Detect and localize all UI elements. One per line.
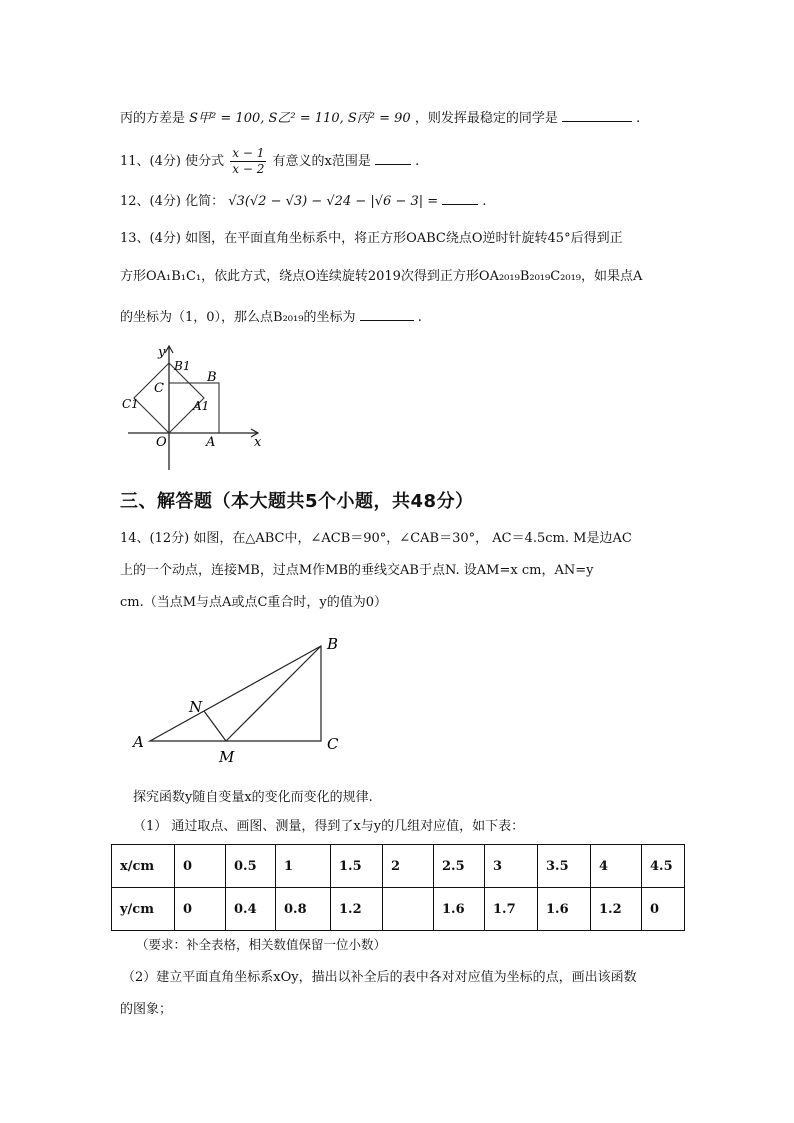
q11-fraction xyxy=(230,146,266,177)
label-y: y xyxy=(158,345,166,360)
q11-suffix: 有意义的x范围是 xyxy=(272,154,371,169)
label-n: N xyxy=(189,698,203,716)
q13-line1: 13、(4分) 如图，在平面直角坐标系中，将正方形OABC绕点O逆时针旋转45°后得到正 xyxy=(120,231,623,246)
q13-line3-text: 的坐标为（1，0），那么点B₂₀₁₉的坐标为 xyxy=(120,310,356,325)
q12-prefix: 化简： xyxy=(185,194,225,209)
part2-line2: 的图象； xyxy=(120,1002,173,1017)
table-cell: 0.5 xyxy=(226,845,276,888)
label-b1: B1 xyxy=(174,359,191,373)
q12-line xyxy=(120,190,487,212)
label-a: A xyxy=(133,733,144,751)
q14-line1: 14、(12分) 如图，在△ABC中，∠ACB＝90°，∠CAB＝30°， AC＝4.5cm. M是边AC xyxy=(120,531,632,546)
q11-number: 11、(4分) xyxy=(120,154,181,169)
table-cell: 3.5 xyxy=(538,845,591,888)
table-cell: 4.5 xyxy=(642,845,685,888)
table-cell: 1 xyxy=(276,845,331,888)
label-c1: C1 xyxy=(122,397,139,411)
q14-line2: 上的一个动点，连接MB，过点M作MB的垂线交AB于点N. 设AM=x cm，AN=y xyxy=(120,563,594,578)
q10-text-before: 丙的方差是 xyxy=(120,111,186,126)
label-a1: A1 xyxy=(193,399,210,413)
q13-line3 xyxy=(120,306,422,328)
requirement-text: （要求：补全表格，相关数值保留一位小数） xyxy=(136,937,387,952)
table-cell: 1.7 xyxy=(485,888,538,931)
section-three-title: 三、解答题（本大题共5个小题，共48分） xyxy=(120,491,474,512)
table-cell: 0.8 xyxy=(276,888,331,931)
table-cell: 0 xyxy=(642,888,685,931)
table-cell: 1.6 xyxy=(434,888,485,931)
table-cell: 0 xyxy=(175,888,226,931)
table-cell-blank[interactable] xyxy=(383,888,434,931)
q11-prefix: 使分式 xyxy=(185,154,225,169)
q10-text-after: ，则发挥最稳定的同学是 xyxy=(414,111,558,126)
label-c: C xyxy=(327,735,339,753)
table-cell: 3 xyxy=(485,845,538,888)
q12-number: 12、(4分) xyxy=(120,194,181,209)
table-row-x xyxy=(112,845,685,888)
q10-end: . xyxy=(636,111,641,126)
q11-numerator: x − 1 xyxy=(232,146,265,160)
part2-line1: （2）建立平面直角坐标系xOy，描出以补全后的表中各对对应值为坐标的点，画出该函数 xyxy=(122,970,637,985)
row-label-y: y/cm xyxy=(112,888,175,931)
q10-formula: S甲² = 100, S乙² = 110, S丙² = 90 xyxy=(189,111,411,126)
label-a: A xyxy=(206,435,216,450)
label-b: B xyxy=(207,370,217,385)
q13-figure xyxy=(118,340,278,475)
q10-answer-blank[interactable] xyxy=(562,107,632,122)
q11-line xyxy=(120,146,419,178)
q14-line3: cm.（当点M与点A或点C重合时，y的值为0） xyxy=(120,595,388,610)
table-cell: 2 xyxy=(383,845,434,888)
segment-mb xyxy=(226,646,321,741)
q13-line2: 方形OA₁B₁C₁，依此方式，绕点O连续旋转2019次得到正方形OA₂₀₁₉B₂₀₁₉C₂₀₁₉，如果点A xyxy=(120,269,643,284)
q12-expression: √3(√2 − √3) − √24 − |√6 − 3| = xyxy=(228,194,439,209)
label-x: x xyxy=(254,435,262,450)
table-cell: 4 xyxy=(591,845,642,888)
table-cell: 1.2 xyxy=(591,888,642,931)
q12-answer-blank[interactable] xyxy=(442,190,478,205)
table-cell: 0.4 xyxy=(226,888,276,931)
q11-end: . xyxy=(415,154,420,169)
q12-end: . xyxy=(482,194,487,209)
table-cell: 0 xyxy=(175,845,226,888)
label-b: B xyxy=(327,635,339,653)
q11-denominator: x − 2 xyxy=(232,162,265,176)
table-cell: 1.6 xyxy=(538,888,591,931)
label-o: O xyxy=(156,435,167,450)
q13-end: . xyxy=(417,310,422,325)
q11-answer-blank[interactable] xyxy=(375,150,411,165)
explore-text: 探究函数y随自变量x的变化而变化的规律. xyxy=(133,790,373,805)
table-cell: 1.2 xyxy=(331,888,383,931)
q13-answer-blank[interactable] xyxy=(360,306,414,321)
label-c: C xyxy=(154,381,164,396)
q14-figure xyxy=(125,630,355,770)
table-cell: 2.5 xyxy=(434,845,485,888)
triangle-abc xyxy=(150,646,321,741)
q10-line xyxy=(120,107,640,129)
table-row-y xyxy=(112,888,685,931)
segment-mn xyxy=(204,711,226,741)
table-cell: 1.5 xyxy=(331,845,383,888)
xy-table xyxy=(111,844,685,931)
row-label-x: x/cm xyxy=(112,845,175,888)
part1-text: （1） 通过取点、画图、测量，得到了x与y的几组对应值，如下表： xyxy=(133,819,525,834)
label-m: M xyxy=(219,748,235,766)
